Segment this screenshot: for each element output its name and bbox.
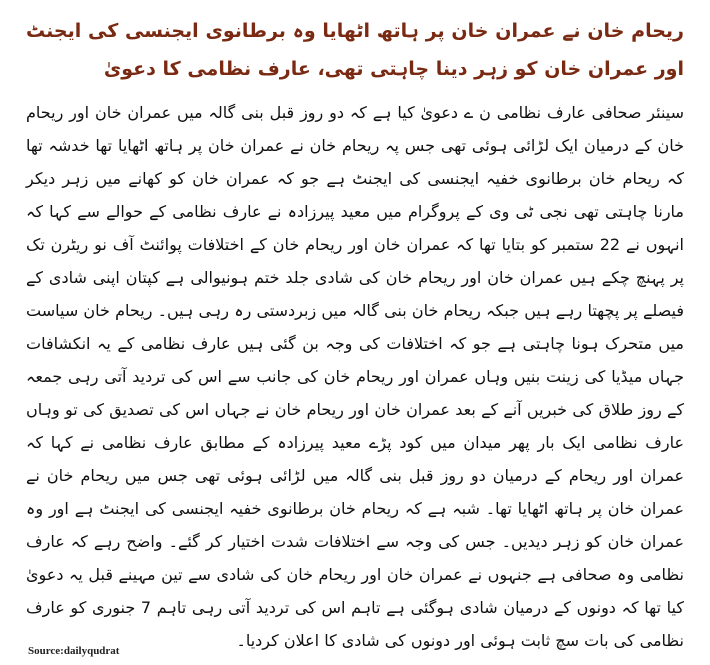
article-body: سینئر صحافی عارف نظامی ن ے دعویٰ کیا ہے کہ دو روز قبل بنی گالہ میں عمران خان اور ریحام خان کے درمیان ایک لڑائی ہوئی تھی جس پہ ریحام خان نے عمران خان پر ہاتھ اٹھایا تھا خدشہ تھا کہ ریحام خان برطانوی خفیہ ایجنسی کی ایجنٹ ہے جو کہ عمران خان کو کھانے میں زہر دیکر مارنا چاہتی تھی نجی ٹی وی کے پروگرام میں معید پیرزادہ نے عارف نظامی کے حوالے سے کہا کہ انہوں نے 22 ستمبر کو بتایا تھا کہ عمران خان اور ریحام خان کے اختلافات پوائنٹ آف نو ریٹرن تک پر پہنچ چکے ہیں عمران خان اور ریحام خان کی شادی جلد ختم ہونیوالی ہے کپتان اپنی شادی کے فیصلے پر پچھتا رہے ہیں جبکہ ریحام خان بنی گالہ میں زبردستی رہ رہی ہیں۔ ریحام خان سیاست میں متحرک ہونا چاہتی ہے جو کہ اختلافات کی وجہ بن گئی ہیں عارف نظامی کے یہ انکشافات جہاں میڈیا کی زینت بنیں وہاں عمران اور ریحام خان کی جانب سے اس کی تردید آتی رہی جمعہ کے روز طلاق کی خبریں آنے کے بعد عمران خان اور ریحام خان نے جہاں اس کی تصدیق کی تو وہاں عارف نظامی ایک بار پھر میدان میں کود پڑے معید پیرزادہ کے مطابق عارف نظامی نے کہا کہ عمران اور ریحام کے درمیان دو روز قبل بنی گالہ میں لڑائی ہوئی تھی جس میں ریحام خان نے عمران خان پر ہاتھ اٹھایا تھا۔ شبہ ہے کہ ریحام خان برطانوی خفیہ ایجنسی کی ایجنٹ ہے اور وہ عمران خان کو زہر دیدیں۔ جس کی وجہ سے اختلافات شدت اختیار کر گئے۔ واضح رہے کہ عارف نظامی وہ صحافی ہے جنہوں نے عمران خان اور ریحام خان کی شادی سے تین مہینے قبل یہ دعویٰ کیا تھا کہ دونوں کے درمیان شادی ہوگئی ہے تاہم اس کی تردید آتی رہی تاہم 7 جنوری کو عارف نظامی کی بات سچ ثابت ہوئی اور دونوں کی شادی کا اعلان کردیا۔	[26, 103, 684, 650]
source-credit: Source:dailyqudrat	[28, 645, 120, 657]
article-headline: ریحام خان نے عمران خان پر ہاتھ اٹھایا وہ برطانوی ایجنسی کی ایجنٹ اور عمران خان کو زہر دینا چاہتی تھی، عارف نظامی کا دعویٰ	[26, 20, 684, 80]
